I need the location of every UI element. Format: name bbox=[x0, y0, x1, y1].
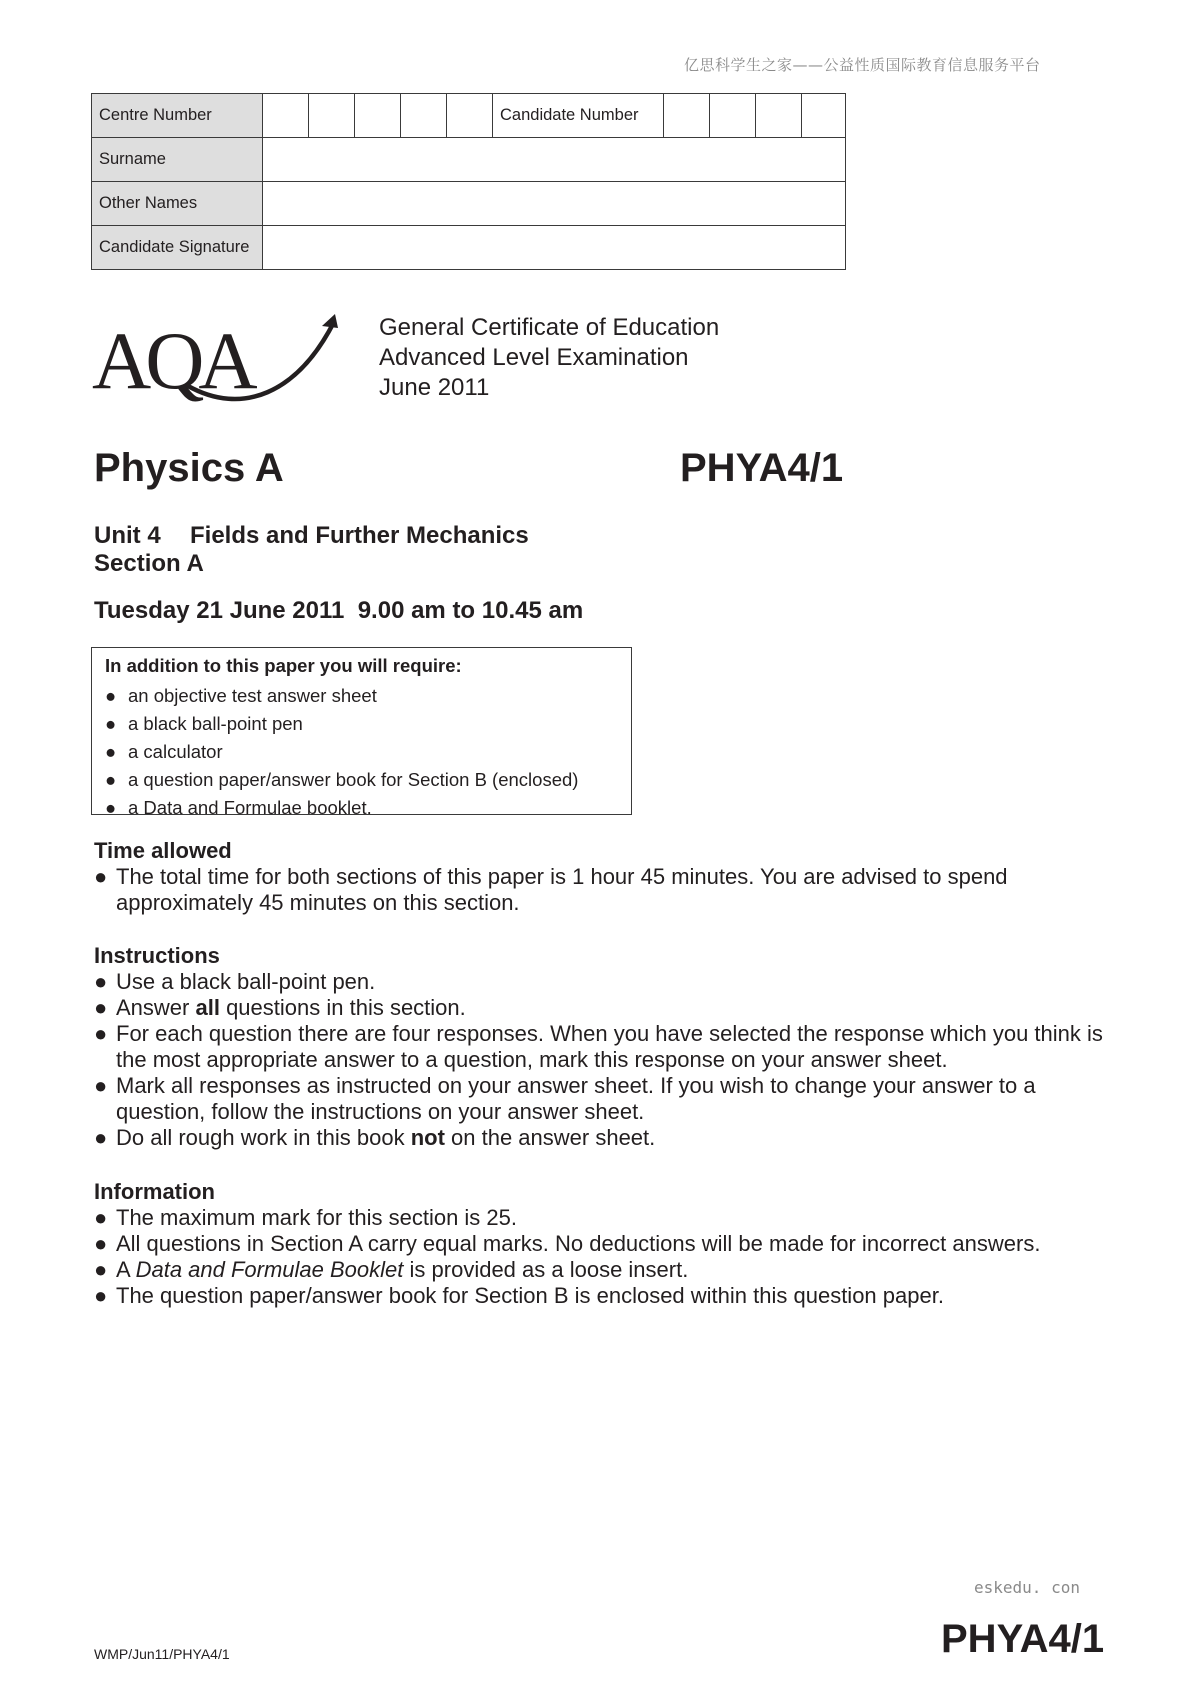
list-item bbox=[94, 969, 1104, 995]
bullet-icon: ● bbox=[105, 685, 117, 706]
list-item-text: The maximum mark for this section is 25. bbox=[116, 1205, 518, 1230]
list-item-text: A bbox=[116, 1257, 136, 1282]
signature-label: Candidate Signature bbox=[92, 226, 263, 270]
bullet-icon: ● bbox=[105, 797, 117, 818]
emphasis-text: not bbox=[410, 1125, 445, 1150]
list-item bbox=[94, 995, 1104, 1021]
bullet-icon: ● bbox=[105, 741, 117, 762]
unit-heading bbox=[94, 521, 529, 550]
list-item bbox=[94, 1125, 1104, 1151]
subject-title: Physics A bbox=[94, 446, 284, 490]
list-item bbox=[94, 1021, 1104, 1073]
information-heading: Information bbox=[94, 1179, 215, 1204]
list-item-text: is provided as a loose insert. bbox=[403, 1257, 689, 1282]
instructions-heading: Instructions bbox=[94, 943, 220, 968]
list-item-text: questions in this section. bbox=[219, 995, 466, 1020]
footer-document-code: WMP/Jun11/PHYA4/1 bbox=[94, 1646, 230, 1662]
surname-label: Surname bbox=[92, 138, 263, 182]
candidate-number-box[interactable] bbox=[756, 94, 802, 138]
footer-paper-code: PHYA4/1 bbox=[941, 1617, 1105, 1661]
list-item bbox=[105, 710, 631, 738]
bullet-icon: ● bbox=[105, 769, 117, 790]
bullet-icon: ● bbox=[94, 864, 108, 889]
centre-number-box[interactable] bbox=[263, 94, 309, 138]
list-item-text: an objective test answer sheet bbox=[128, 685, 377, 706]
list-item-text: Answer bbox=[116, 995, 196, 1020]
logo-arrow-head bbox=[322, 314, 338, 328]
list-item bbox=[105, 794, 631, 822]
information-list bbox=[94, 1205, 1104, 1309]
list-item bbox=[94, 1283, 1104, 1309]
list-item bbox=[94, 1231, 1104, 1257]
requirements-title: In addition to this paper you will require: bbox=[105, 655, 462, 676]
list-item-text: a question paper/answer book for Section B (enclosed) bbox=[128, 769, 579, 790]
candidate-number-box[interactable] bbox=[802, 94, 846, 138]
list-item-text: on the answer sheet. bbox=[444, 1125, 656, 1150]
exam-header-session: June 2011 bbox=[379, 374, 490, 401]
bullet-icon: ● bbox=[94, 1205, 108, 1230]
surname-row bbox=[92, 138, 846, 182]
centre-number-box[interactable] bbox=[401, 94, 447, 138]
bullet-icon: ● bbox=[94, 1257, 108, 1282]
watermark-bottom: eskedu. con bbox=[974, 1578, 1080, 1597]
emphasis-text: Data and Formulae Booklet bbox=[135, 1257, 404, 1282]
unit-number: Unit 4 bbox=[94, 522, 161, 549]
bullet-icon: ● bbox=[94, 1125, 108, 1150]
list-item bbox=[105, 738, 631, 766]
bullet-icon: ● bbox=[105, 713, 117, 734]
centre-candidate-row bbox=[92, 94, 846, 138]
surname-field[interactable] bbox=[263, 138, 846, 182]
section-heading: Section A bbox=[94, 550, 204, 577]
list-item-text: The question paper/answer book for Section B is enclosed within this question paper. bbox=[116, 1283, 944, 1308]
other-names-row bbox=[92, 182, 846, 226]
candidate-number-box[interactable] bbox=[664, 94, 710, 138]
list-item bbox=[94, 1257, 1104, 1283]
list-item-text: a black ball-point pen bbox=[128, 713, 303, 734]
candidate-details-table bbox=[91, 93, 846, 270]
list-item bbox=[94, 1205, 1104, 1231]
list-item-text: Mark all responses as instructed on your answer sheet. If you wish to change your answer to a question, follow the instructions on your answer sheet. bbox=[116, 1073, 1036, 1124]
bullet-icon: ● bbox=[94, 1283, 108, 1308]
list-item-text: The total time for both sections of this paper is 1 hour 45 minutes. You are advised to spend approximately 45 minutes on this section. bbox=[116, 864, 1008, 915]
bullet-icon: ● bbox=[94, 1073, 108, 1098]
unit-title: Fields and Further Mechanics bbox=[190, 522, 529, 549]
list-item-text: Do all rough work in this book bbox=[116, 1125, 411, 1150]
bullet-icon: ● bbox=[94, 1021, 108, 1046]
list-item-text: All questions in Section A carry equal marks. No deductions will be made for incorrect answers. bbox=[116, 1231, 1041, 1256]
requirements-box bbox=[91, 647, 632, 818]
list-item bbox=[94, 864, 1104, 916]
emphasis-text: all bbox=[195, 995, 220, 1020]
aqa-logo bbox=[92, 312, 342, 408]
list-item-text: Use a black ball-point pen. bbox=[116, 969, 376, 994]
signature-field[interactable] bbox=[263, 226, 846, 270]
list-item bbox=[105, 682, 631, 710]
list-item-text: a calculator bbox=[128, 741, 223, 762]
paper-code: PHYA4/1 bbox=[680, 446, 844, 490]
list-item bbox=[94, 1073, 1104, 1125]
centre-number-box[interactable] bbox=[355, 94, 401, 138]
centre-number-label: Centre Number bbox=[92, 94, 263, 138]
bullet-icon: ● bbox=[94, 969, 108, 994]
candidate-number-box[interactable] bbox=[710, 94, 756, 138]
time-allowed-heading: Time allowed bbox=[94, 838, 232, 863]
list-item bbox=[105, 766, 631, 794]
instructions-list bbox=[94, 969, 1104, 1151]
centre-number-box[interactable] bbox=[447, 94, 493, 138]
list-item-text: For each question there are four responses. When you have selected the response which you think is the most appropriate answer to a question, mark this response on your answer sheet. bbox=[116, 1021, 1103, 1072]
time-allowed-section bbox=[94, 838, 1104, 916]
exam-header bbox=[379, 313, 719, 403]
bullet-icon: ● bbox=[94, 1231, 108, 1256]
other-names-field[interactable] bbox=[263, 182, 846, 226]
aqa-logo-text: AQA bbox=[92, 315, 252, 406]
time-allowed-list bbox=[94, 864, 1104, 916]
exam-date-time: Tuesday 21 June 2011 9.00 am to 10.45 am bbox=[94, 597, 584, 624]
list-item-text: a Data and Formulae booklet. bbox=[128, 797, 372, 818]
information-section bbox=[94, 1179, 1104, 1309]
watermark-top: 亿思科学生之家——公益性质国际教育信息服务平台 bbox=[684, 56, 1041, 74]
instructions-section bbox=[94, 943, 1104, 1151]
centre-number-box[interactable] bbox=[309, 94, 355, 138]
bullet-icon: ● bbox=[94, 995, 108, 1020]
candidate-number-label: Candidate Number bbox=[493, 94, 664, 138]
exam-header-level: Advanced Level Examination bbox=[379, 344, 689, 371]
signature-row bbox=[92, 226, 846, 270]
other-names-label: Other Names bbox=[92, 182, 263, 226]
requirements-list bbox=[105, 682, 631, 822]
exam-header-qualification: General Certificate of Education bbox=[379, 314, 720, 341]
